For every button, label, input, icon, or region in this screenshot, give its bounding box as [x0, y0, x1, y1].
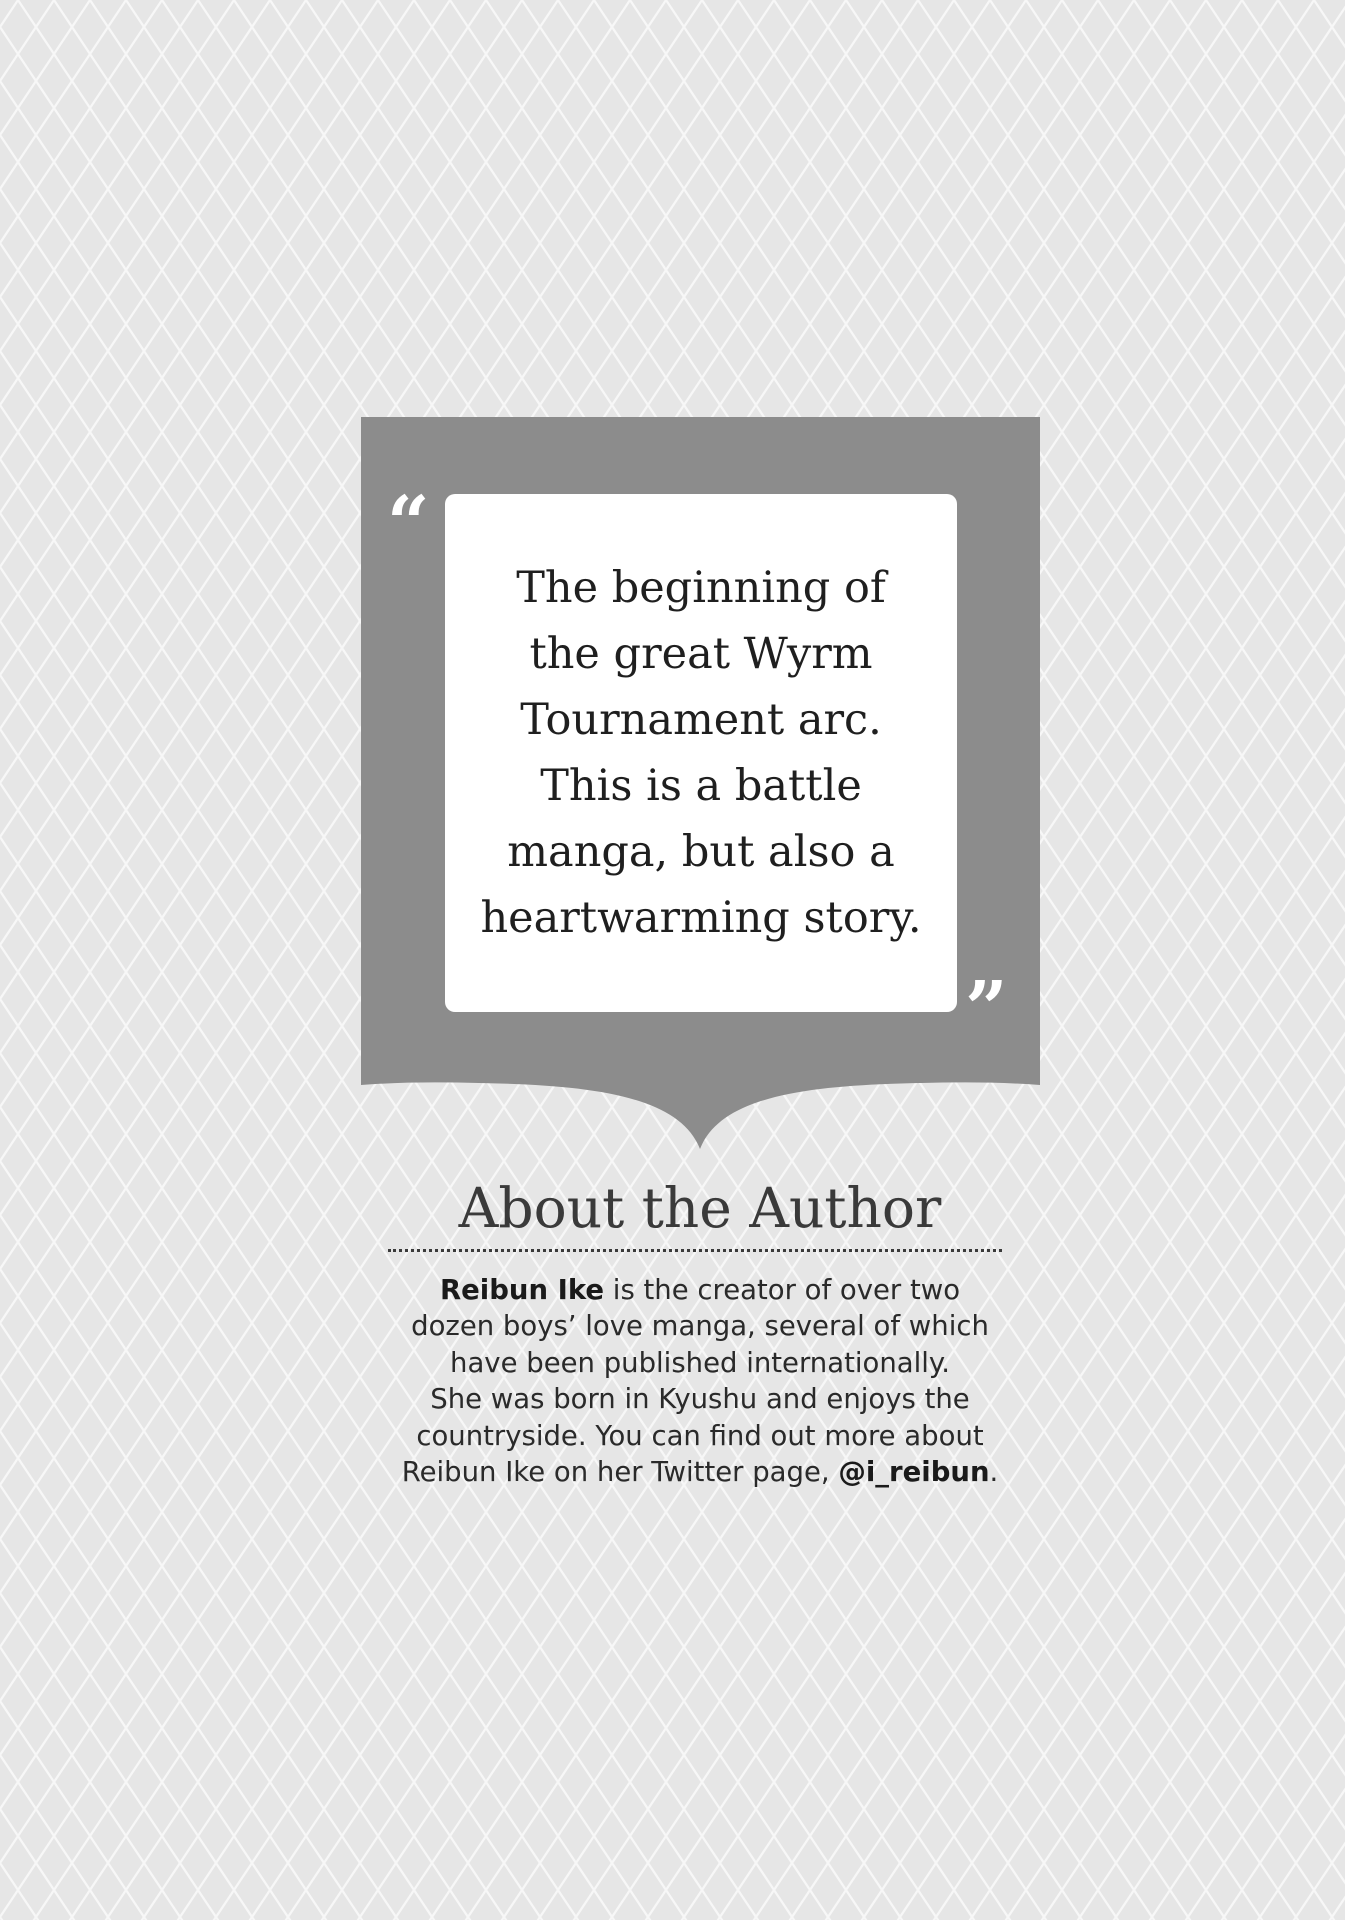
- dotted-divider: [388, 1249, 1002, 1252]
- about-the-author-heading: About the Author: [458, 1176, 942, 1240]
- bio-text: is the creator of over two: [604, 1274, 961, 1306]
- twitter-handle: @i_reibun: [838, 1456, 990, 1489]
- quote-line: manga, but also a: [507, 827, 895, 877]
- bio-text: countryside. You can find out more about: [416, 1419, 984, 1452]
- bio-text: Reibun Ike on her Twitter page,: [401, 1456, 839, 1489]
- open-quote-icon: “: [387, 481, 430, 567]
- bio-text: She was born in Kyushu and enjoys the: [430, 1383, 970, 1416]
- quote-line: The beginning of: [516, 563, 886, 613]
- quote-line: Tournament arc.: [520, 695, 882, 745]
- author-name: Reibun Ike: [439, 1274, 605, 1306]
- bio-text: have been published internationally.: [450, 1346, 950, 1379]
- quote-panel: [445, 494, 957, 1012]
- author-bio: [360, 1272, 1040, 1490]
- quote-text: [466, 555, 936, 951]
- quote-card: [361, 417, 1040, 1149]
- quote-line: This is a battle: [540, 761, 862, 811]
- quote-line: heartwarming story.: [480, 893, 922, 943]
- close-quote-icon: ”: [965, 966, 1008, 1052]
- bio-text: dozen boys’ love manga, several of which: [411, 1310, 989, 1343]
- bio-text: .: [989, 1456, 999, 1489]
- quote-line: the great Wyrm: [529, 629, 873, 679]
